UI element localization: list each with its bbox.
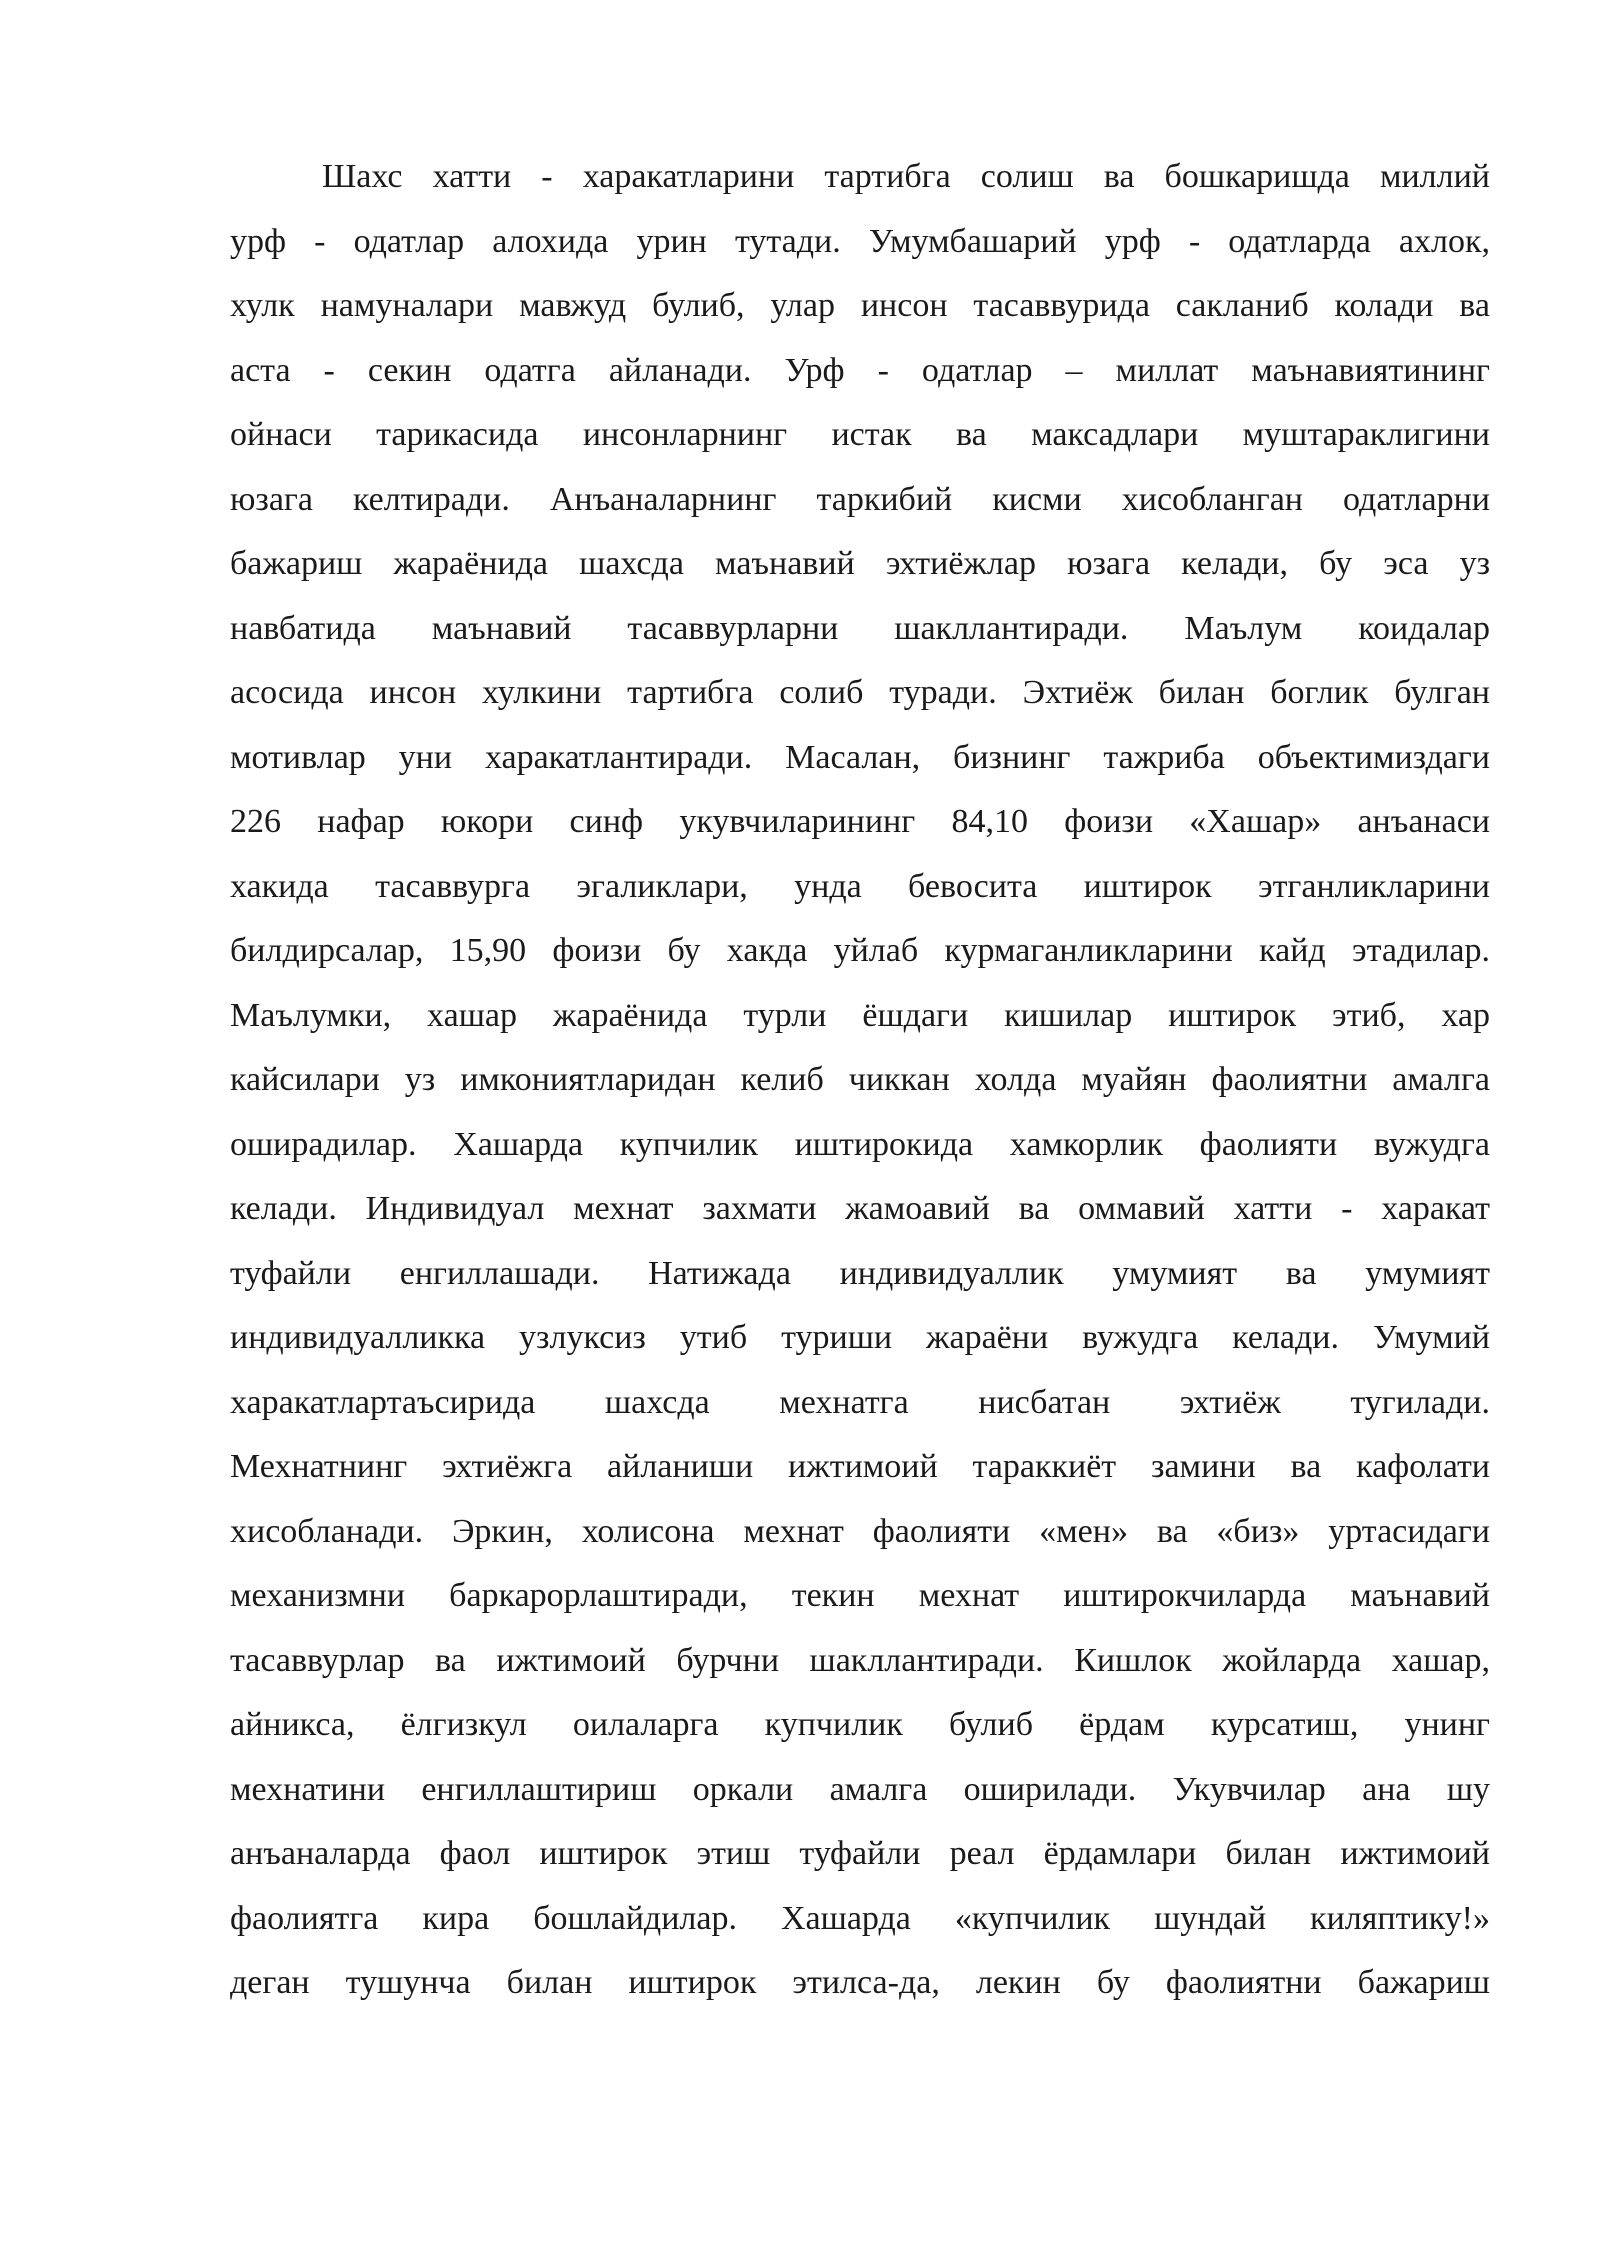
text-line: билдирсалар, 15,90 фоизи бу хакда уйлаб курмаганликларини кайд этадилар. [230, 932, 1490, 969]
text-line: тасаввурлар ва ижтимоий бурчни шакллантиради. Кишлок жойларда хашар, [230, 1641, 1490, 1679]
text-line: хакида тасаввурга эгаликлари, унда бевосита иштирок этганликларини [230, 867, 1490, 905]
text-line: оширадилар. Хашарда купчилик иштирокида хамкорлик фаолияти вужудга [230, 1125, 1490, 1163]
text-line: келади. Индивидуал мехнат захмати жамоавий ва оммавий хатти - харакат [230, 1190, 1490, 1227]
text-line: асосида инсон хулкини тартибга солиб туради. Эхтиёж билан боглик булган [230, 674, 1490, 711]
text-line: индивидуалликка узлуксиз утиб туриши жараёни вужудга келади. Умумий [230, 1319, 1490, 1356]
text-line: бажариш жараёнида шахсда маънавий эхтиёжлар юзага келади, бу эса уз [230, 545, 1490, 582]
text-line: мотивлар уни харакатлантиради. Масалан, бизнинг тажриба объектимиздаги [230, 738, 1490, 776]
text-line: мехнатини енгиллаштириш оркали амалга оширилади. Укувчилар ана шу [230, 1770, 1490, 1808]
text-line: аста - секин одатга айланади. Урф - одатлар – миллат маънавиятининг [230, 351, 1490, 389]
text-line: хулк намуналари мавжуд булиб, улар инсон тасаввурида сакланиб колади ва [230, 287, 1490, 324]
text-line: ойнаси тарикасида инсонларнинг истак ва максадлари муштараклигини [230, 416, 1490, 453]
text-line: кайсилари уз имкониятларидан келиб чиккан холда муайян фаолиятни амалга [230, 1061, 1490, 1098]
text-line: фаолиятга кира бошлайдилар. Хашарда «купчилик шундай киляптику!» [230, 1899, 1490, 1937]
text-line: урф - одатлар алохида урин тутади. Умумбашарий урф - одатларда ахлок, [230, 222, 1490, 260]
text-line: юзага келтиради. Анъаналарнинг таркибий кисми хисобланган одатларни [230, 480, 1490, 518]
text-line: Мехнатнинг эхтиёжга айланиши ижтимоий тараккиёт замини ва кафолати [230, 1448, 1490, 1485]
text-line: Шахс хатти - харакатларини тартибга солиш ва бошкаришда миллий [322, 158, 1490, 195]
text-line: навбатида маънавий тасаввурларни шакллантиради. Маълум коидалар [230, 609, 1490, 647]
text-line: хисобланади. Эркин, холисона мехнат фаолияти «мен» ва «биз» уртасидаги [230, 1512, 1490, 1550]
text-line: деган тушунча билан иштирок этилса-да, лекин бу фаолиятни бажариш [230, 1964, 1490, 2001]
text-line: айникса, ёлгизкул оилаларга купчилик булиб ёрдам курсатиш, унинг [230, 1706, 1490, 1743]
text-line: 226 нафар юкори синф укувчиларининг 84,10 фоизи «Хашар» анъанаси [230, 803, 1490, 840]
text-line: харакатлартаъсирида шахсда мехнатга нисбатан эхтиёж тугилади. [230, 1383, 1490, 1421]
text-line: анъаналарда фаол иштирок этиш туфайли реал ёрдамлари билан ижтимоий [230, 1835, 1490, 1872]
text-line: Маълумки, хашар жараёнида турли ёшдаги кишилар иштирок этиб, хар [230, 996, 1490, 1034]
body-paragraph [230, 145, 1490, 2016]
text-line: механизмни баркарорлаштиради, текин мехнат иштирокчиларда маънавий [230, 1577, 1490, 1614]
text-line: туфайли енгиллашади. Натижада индивидуаллик умумият ва умумият [230, 1254, 1490, 1292]
